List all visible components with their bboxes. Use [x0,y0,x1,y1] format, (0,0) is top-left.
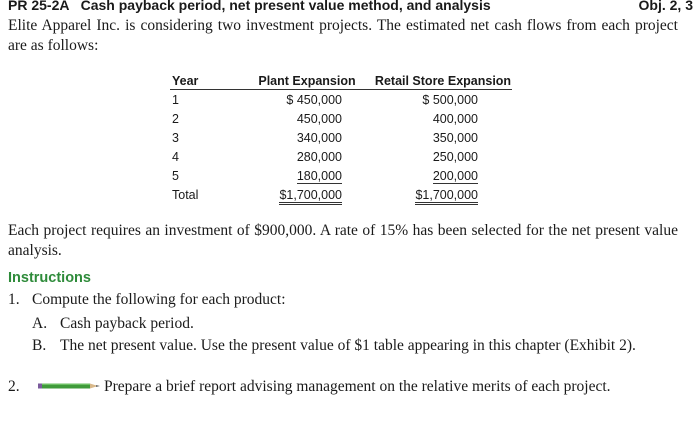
plant-cell: 340,000 [296,130,342,145]
cash-flow-table [170,70,512,204]
table-row [170,90,512,110]
retail-total: $1,700,000 [415,188,478,205]
plant-total: $1,700,000 [279,188,342,205]
col-header-year: Year [170,70,242,90]
table-header-row [170,70,512,90]
total-label: Total [172,187,199,202]
table-row [170,166,512,185]
instruction-item-2 [8,377,678,396]
year-cell: 1 [172,92,179,107]
year-cell: 4 [172,149,179,164]
instruction-sub-a [32,314,194,333]
intro-text: Elite Apparel Inc. is considering two investment projects. The estimated net cash flows from each project are as follows: [8,17,678,54]
instruction-item-1 [8,290,286,309]
table-row [170,128,512,147]
investment-paragraph: Each project requires an investment of $900,000. A rate of 15% has been selected for the net present value analysis. [8,222,678,259]
problem-header [8,0,693,15]
sub-letter: B. [32,337,47,354]
table-row [170,147,512,166]
col-header-plant: Plant Expansion [252,70,362,90]
instructions-heading: Instructions [8,270,91,286]
retail-cell: 200,000 [432,168,478,183]
sub-text: Cash payback period. [60,315,194,332]
year-cell: 3 [172,130,179,145]
objectives-label: Obj. 2, 3 [638,0,693,13]
table-row [170,109,512,128]
retail-cell: $ 500,000 [422,92,478,107]
plant-cell: 280,000 [296,149,342,164]
retail-cell: 250,000 [432,149,478,164]
sub-text: The net present value. Use the present value of $1 table appearing in this chapter (Exhibit 2). [60,337,636,354]
problem-title: PR 25-2A Cash payback period, net present value method, and analysis [8,0,491,13]
plant-cell: 180,000 [296,168,342,183]
item-text: Compute the following for each product: [32,291,286,308]
retail-cell: 350,000 [432,130,478,145]
item-text: Prepare a brief report advising management on the relative merits of each project. [104,378,611,395]
pencil-icon [38,383,100,389]
col-header-retail: Retail Store Expansion [374,70,512,90]
sub-letter: A. [32,315,48,332]
year-cell: 5 [172,168,179,183]
retail-cell: 400,000 [432,111,478,126]
table-total-row [170,185,512,204]
year-cell: 2 [172,111,179,126]
plant-cell: 450,000 [296,111,342,126]
item-number: 1. [8,291,20,308]
item-number: 2. [8,378,20,395]
plant-cell: $ 450,000 [286,92,342,107]
